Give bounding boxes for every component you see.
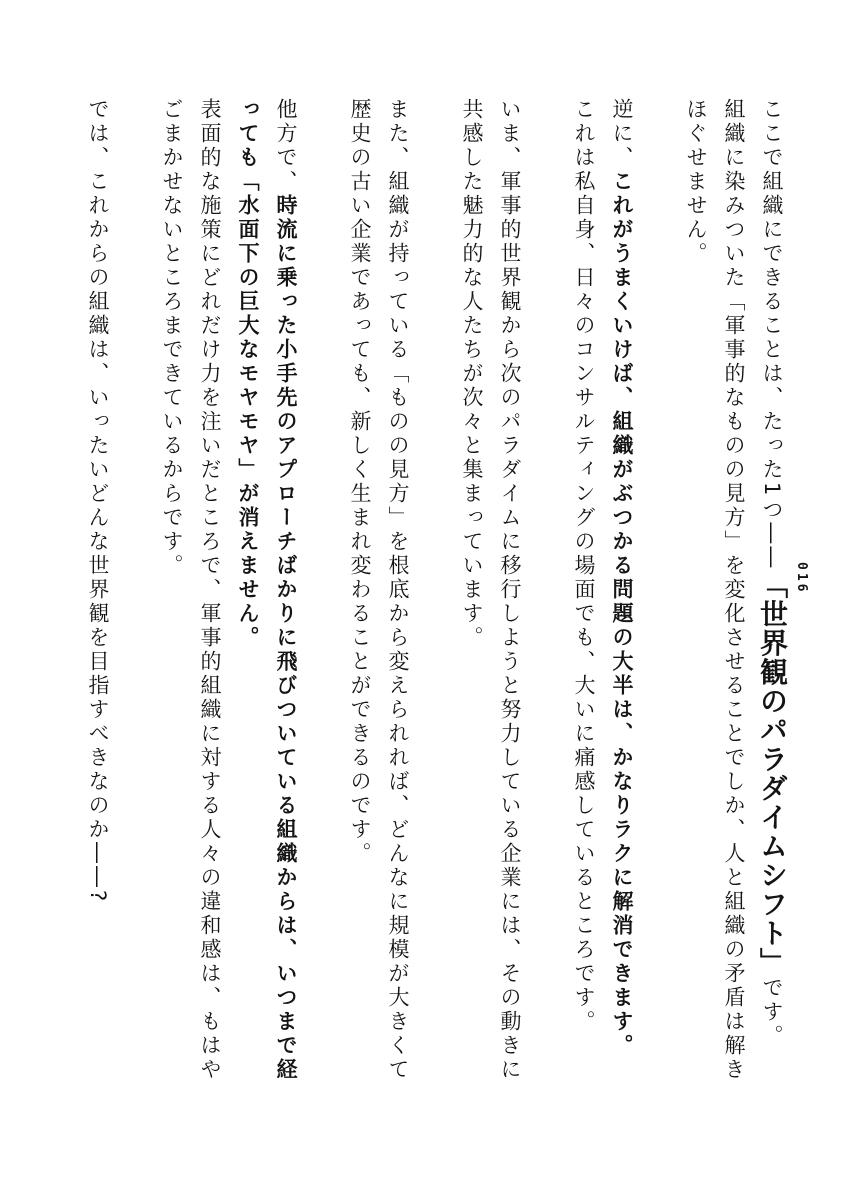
text-column [348,98,372,866]
bold-text: っても「水面下の巨大なモヤモヤ」が消えません。 [236,98,260,650]
body-text: では、これからの組織は、いったいどんな世界観を目指すべきなのか――? [86,98,110,905]
text-column [274,98,298,1082]
body-text: ほぐせません。 [684,98,708,266]
text-column [386,98,410,1082]
body-text: 他方で、 [274,98,298,194]
text-column [160,98,184,578]
body-text: これは私自身、日々のコンサルティングの場面でも、大いに痛感しているところです。 [572,98,596,1034]
emphasis-heading: 「世界観のパラダイムシフト」 [756,570,789,977]
body-text: 組織に染みついた「軍事的なものの見方」を変化させることでしか、人と組織の矛盾は解き [722,98,746,1082]
text-column [498,98,522,1082]
bold-text: これがうまくいけば、組織がぶつかる問題の大半は、かなりラクに解消できます。 [610,170,634,1058]
text-column [610,98,634,1058]
body-text: また、組織が持っている「ものの見方」を根底から変えられれば、どんなに規模が大きくて [386,98,410,1082]
text-column [236,98,260,650]
body-text: 逆に、 [610,98,634,170]
text-column [460,98,484,650]
text-column [86,98,110,904]
body-text: ここで組織にできることは、たった1つ―― [760,98,784,571]
text-column [572,98,596,1034]
page-number: 016 [794,562,809,595]
body-text: ごまかせないところまできているからです。 [160,98,184,578]
body-text: 表面的な施策にどれだけ力を注いだところで、軍事的組織に対する人々の違和感は、もはや [198,98,222,1082]
body-text: 共感した魅力的な人たちが次々と集まっています。 [460,98,484,650]
body-text: です。 [760,976,784,1049]
text-column [722,98,746,1082]
bold-text: 時流に乗った小手先のアプローチばかりに飛びついている組織からは、いつまで経 [274,194,298,1082]
text-column [198,98,222,1082]
text-column [684,98,708,266]
text-column [756,98,789,1049]
body-text: いま、軍事的世界観から次のパラダイムに移行しようと努力している企業には、その動きに [498,98,522,1082]
body-text: 歴史の古い企業であっても、新しく生まれ変わることができるのです。 [348,98,372,866]
